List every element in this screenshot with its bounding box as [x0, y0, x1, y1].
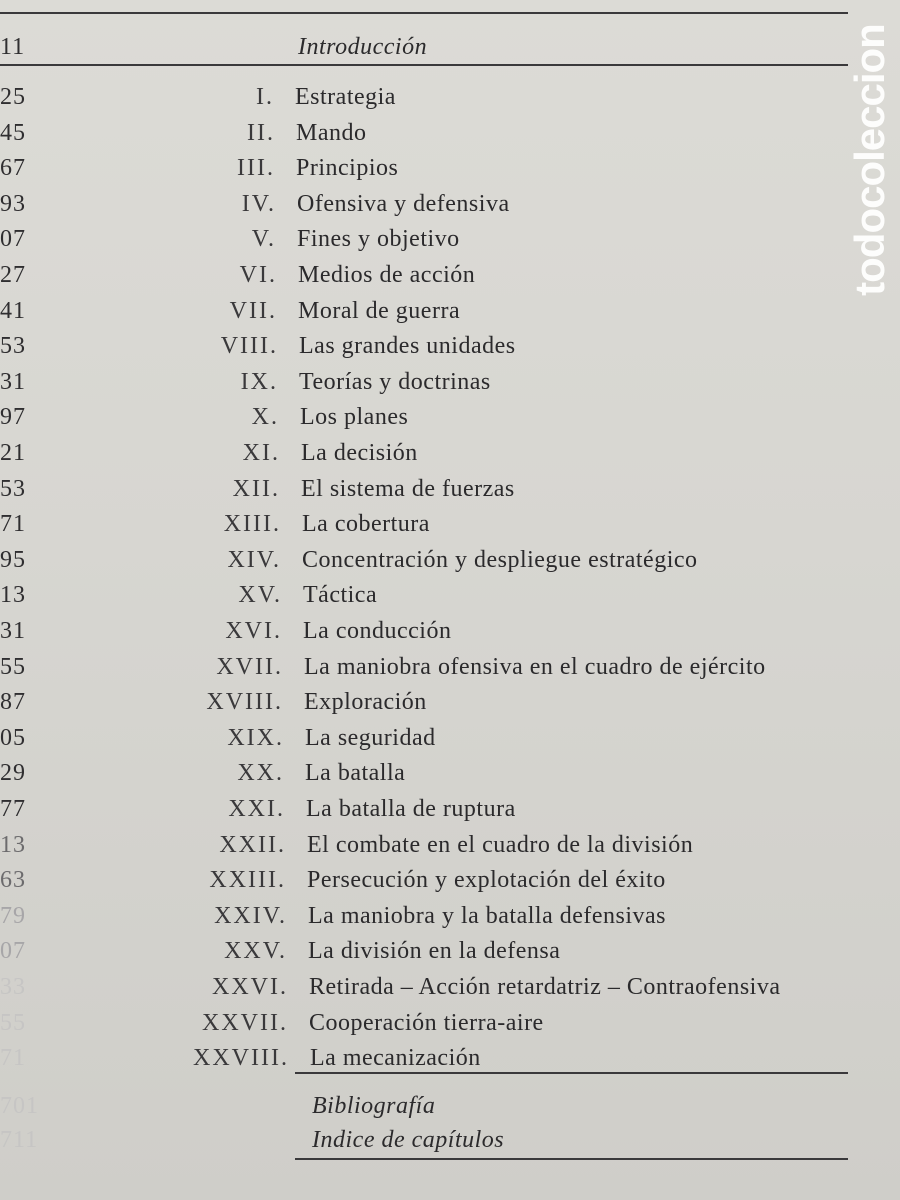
chapter-page-number: 97: [0, 404, 26, 430]
chapter-numeral: I.: [256, 84, 274, 110]
chapter-page-number: 53: [0, 333, 26, 359]
chapter-title: La decisión: [301, 440, 418, 466]
chapter-page-number: 79: [0, 903, 26, 929]
chapter-title: La batalla: [305, 760, 406, 786]
chapter-page-number: 87: [0, 689, 26, 715]
chapter-numeral: XXVII.: [202, 1010, 288, 1036]
chapter-numeral: VIII.: [220, 333, 278, 359]
chapter-numeral: XI.: [242, 440, 280, 466]
chapter-numeral: XIX.: [227, 725, 284, 751]
bibliography-title: Bibliografía: [312, 1093, 436, 1119]
chapter-numeral: XIII.: [223, 511, 281, 537]
chapter-title: Estrategia: [295, 84, 396, 110]
chapter-numeral: XXVI.: [212, 974, 288, 1000]
chapter-numeral: XV.: [238, 582, 282, 608]
chapter-page-number: 21: [0, 440, 26, 466]
chapter-page-number: 53: [0, 476, 26, 502]
chapter-page-number: 93: [0, 191, 26, 217]
chapter-title: El sistema de fuerzas: [301, 476, 515, 502]
chapter-title: Concentración y despliegue estratégico: [302, 547, 698, 573]
chapter-numeral: XVI.: [225, 618, 282, 644]
chapter-title: Persecución y explotación del éxito: [307, 867, 666, 893]
chapter-page-number: 31: [0, 369, 26, 395]
bottom-rule-2: [295, 1158, 848, 1160]
bottom-rule-1: [295, 1072, 848, 1074]
chapter-page-number: 31: [0, 618, 26, 644]
chapter-numeral: IV.: [241, 191, 276, 217]
chapter-page-number: 05: [0, 725, 26, 751]
chapter-title: Principios: [296, 155, 399, 181]
chapter-title: La maniobra y la batalla defensivas: [308, 903, 667, 929]
chapter-numeral: XIV.: [227, 547, 281, 573]
chapter-numeral: VII.: [229, 298, 277, 324]
chapter-page-number: 63: [0, 867, 26, 893]
chapter-numeral: V.: [251, 226, 276, 252]
chapter-title: Retirada – Acción retardatriz – Contraofensiva: [309, 974, 781, 1000]
chapter-title: Los planes: [300, 404, 409, 430]
chapter-title: La conducción: [303, 618, 452, 644]
watermark-logo: todocoleccion: [846, 24, 894, 296]
chapter-numeral: XXI.: [228, 796, 285, 822]
chapter-numeral: XXIII.: [209, 867, 286, 893]
chapter-numeral: III.: [237, 155, 275, 181]
chapter-page-number: 27: [0, 262, 26, 288]
chapter-page-number: 55: [0, 654, 26, 680]
chapter-title: Moral de guerra: [298, 298, 461, 324]
chapter-title: Táctica: [303, 582, 378, 608]
chapter-numeral: VI.: [239, 262, 277, 288]
chapter-page-number: 41: [0, 298, 26, 324]
chapter-title: Teorías y doctrinas: [299, 369, 491, 395]
chapter-page-number: 29: [0, 760, 26, 786]
chapter-page-number: 13: [0, 832, 26, 858]
chapter-title: Exploración: [304, 689, 427, 715]
chapter-title: La maniobra ofensiva en el cuadro de ejército: [304, 654, 766, 680]
top-rule: [0, 12, 848, 14]
chapter-page-number: 07: [0, 938, 26, 964]
chapter-page-number: 13: [0, 582, 26, 608]
intro-rule: [0, 64, 848, 66]
chapter-numeral: XXII.: [219, 832, 286, 858]
chapter-page-number: 07: [0, 226, 26, 252]
chapter-title: La división en la defensa: [308, 938, 561, 964]
chapter-numeral: IX.: [240, 369, 278, 395]
chapter-title: La cobertura: [302, 511, 430, 537]
intro-title: Introducción: [298, 34, 428, 60]
chapter-page-number: 25: [0, 84, 26, 110]
chapter-title: La seguridad: [305, 725, 436, 751]
watermark: [846, 10, 894, 310]
chapter-page-number: 33: [0, 974, 26, 1000]
bibliography-page-number: 701: [0, 1093, 39, 1119]
chapter-title: Fines y objetivo: [297, 226, 460, 252]
chapter-title: Las grandes unidades: [299, 333, 516, 359]
chapter-numeral: XX.: [237, 760, 284, 786]
chapter-numeral: XXIV.: [214, 903, 287, 929]
chapter-numeral: XVIII.: [206, 689, 283, 715]
index-page-number: 711: [0, 1127, 39, 1153]
chapter-numeral: XII.: [232, 476, 280, 502]
chapter-numeral: XVII.: [216, 654, 283, 680]
chapter-page-number: 95: [0, 547, 26, 573]
chapter-title: El combate en el cuadro de la división: [307, 832, 694, 858]
chapter-title: Ofensiva y defensiva: [297, 191, 510, 217]
chapter-title: Medios de acción: [298, 262, 476, 288]
chapter-numeral: X.: [251, 404, 279, 430]
chapter-page-number: 67: [0, 155, 26, 181]
chapter-numeral: XXV.: [224, 938, 287, 964]
chapter-title: La batalla de ruptura: [306, 796, 516, 822]
chapter-page-number: 55: [0, 1010, 26, 1036]
intro-page-number: 11: [0, 34, 26, 60]
chapter-page-number: 71: [0, 511, 26, 537]
index-title: Indice de capítulos: [312, 1127, 505, 1153]
chapter-title: La mecanización: [310, 1045, 481, 1071]
chapter-page-number: 77: [0, 796, 26, 822]
chapter-title: Mando: [296, 120, 367, 146]
chapter-numeral: II.: [247, 120, 275, 146]
chapter-numeral: XXVIII.: [193, 1045, 289, 1071]
chapter-title: Cooperación tierra-aire: [309, 1010, 544, 1036]
chapter-page-number: 45: [0, 120, 26, 146]
chapter-page-number: 71: [0, 1045, 26, 1071]
